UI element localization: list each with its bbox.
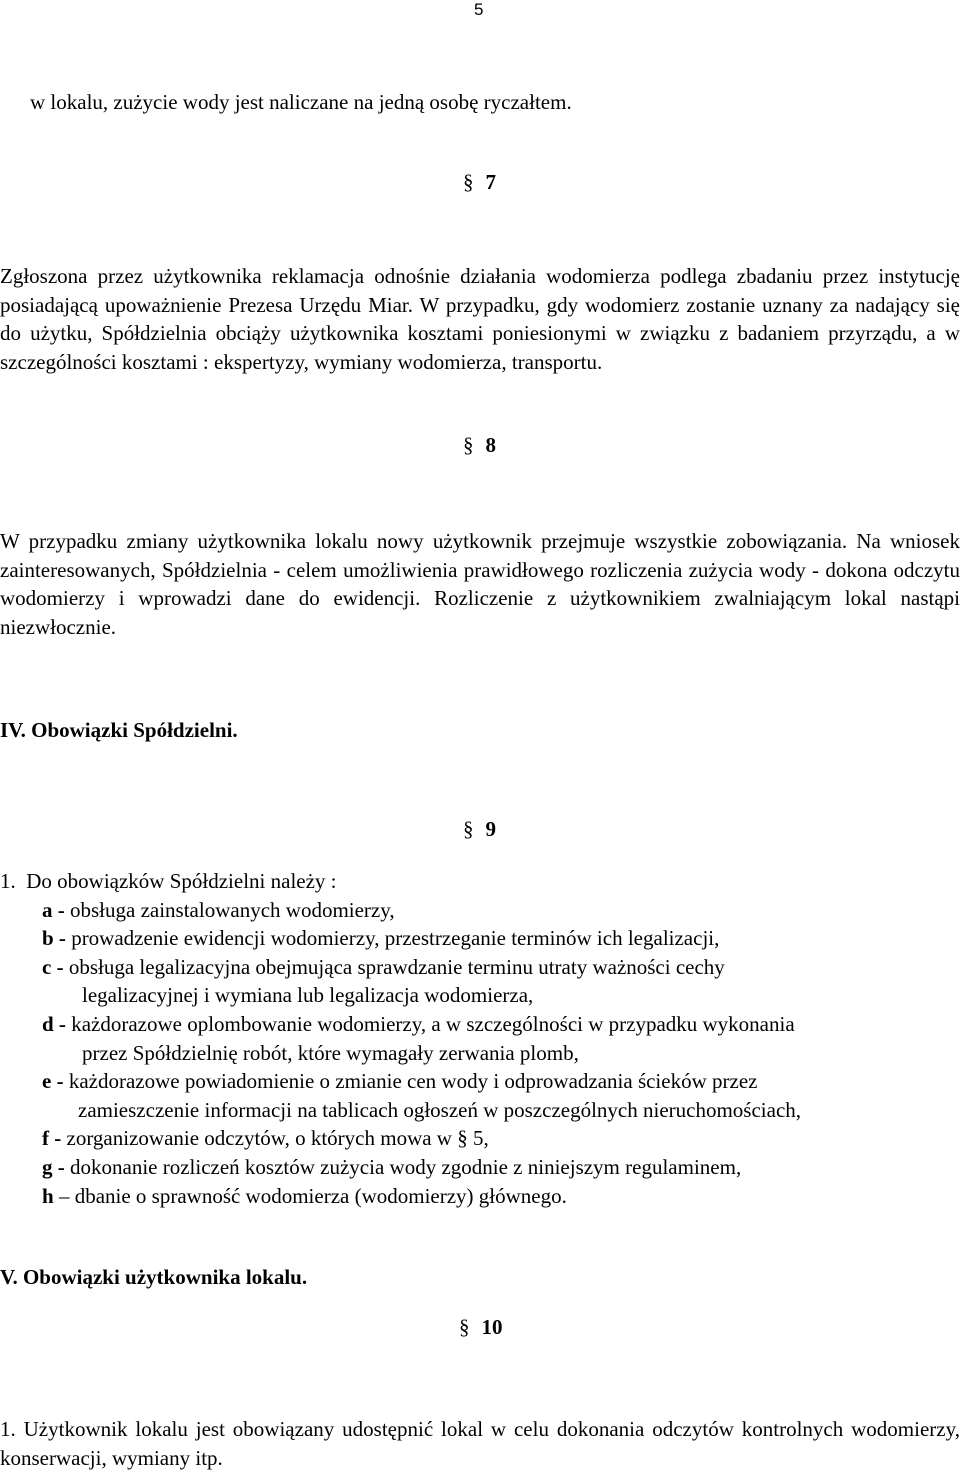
list-item bbox=[0, 1010, 960, 1039]
heading-v: V. Obowiązki użytkownika lokalu. bbox=[0, 1265, 308, 1289]
list-item-key: a - bbox=[42, 897, 65, 922]
section-number: 8 bbox=[485, 433, 496, 457]
list-item-continuation: legalizacyjnej i wymiana lub legalizacja wodomierza, bbox=[82, 983, 534, 1008]
paragraph-10: 1. Użytkownik lokalu jest obowiązany udostępnić lokal w celu dokonania odczytów kontrolnych wodomierzy, konserwacji, wymiany itp. bbox=[0, 1417, 960, 1470]
paragraph-7: Zgłoszona przez użytkownika reklamacja odnośnie działania wodomierza podlega zbadaniu przez instytucję posiadającą upoważnienie Prezesa Urzędu Miar. W przypadku, gdy wodomierz zostanie uznany za nadający się do użytku, Spółdzielnia obciąży użytkownika kosztami poniesionymi w związku z badaniem przyrządu, a w szczególności kosztami : ekspertyzy, wymiany wodomierza, transportu. bbox=[0, 264, 960, 374]
list-item-text: każdorazowe powiadomienie o zmianie cen wody i odprowadzania ścieków przez bbox=[63, 1069, 758, 1094]
list-items bbox=[0, 896, 960, 1211]
section-number: 9 bbox=[485, 817, 496, 841]
list-item bbox=[0, 896, 960, 925]
list-item-text: dokonanie rozliczeń kosztów zużycia wody zgodnie z niniejszym regulaminem, bbox=[64, 1154, 742, 1179]
section-symbol: § bbox=[463, 817, 474, 841]
list-item-continuation: zamieszczenie informacji na tablicach ogłoszeń w poszczególnych nieruchomościach, bbox=[78, 1097, 802, 1122]
list-intro-number: 1. bbox=[0, 869, 16, 893]
section-7-heading bbox=[463, 168, 496, 197]
list-item-text: – dbanie o sprawność wodomierza (wodomierzy) głównego. bbox=[53, 1183, 567, 1208]
list-item-key: f - bbox=[42, 1126, 62, 1151]
list-item bbox=[0, 1153, 960, 1182]
section-number: 7 bbox=[485, 170, 496, 194]
list-item bbox=[0, 1124, 960, 1153]
section-symbol: § bbox=[463, 433, 474, 457]
list-item-key: g - bbox=[42, 1154, 65, 1179]
section-number: 10 bbox=[481, 1315, 503, 1339]
list-item-continuation: przez Spółdzielnię robót, które wymagały zerwania plomb, bbox=[82, 1040, 579, 1065]
list-item bbox=[0, 953, 960, 982]
section-8-heading bbox=[463, 431, 496, 460]
section-symbol: § bbox=[459, 1315, 470, 1339]
list-item-text: obsługa legalizacyjna obejmująca sprawdzanie terminu utraty ważności cechy bbox=[63, 954, 725, 979]
list-item-text: zorganizowanie odczytów, o których mowa w § 5, bbox=[61, 1126, 489, 1151]
list-intro-text: Do obowiązków Spółdzielni należy : bbox=[26, 869, 337, 893]
list-item-key: b - bbox=[42, 926, 66, 951]
intro-line: w lokalu, zużycie wody jest naliczane na jedną osobę ryczałtem. bbox=[30, 90, 572, 114]
list-item-text: prowadzenie ewidencji wodomierzy, przestrzeganie terminów ich legalizacji, bbox=[65, 926, 720, 951]
list-item-key: d - bbox=[42, 1011, 66, 1036]
list-item-key: c - bbox=[42, 954, 64, 979]
list-item-key: h bbox=[42, 1183, 54, 1208]
list-item bbox=[0, 1067, 960, 1096]
list-item-text: każdorazowe oplombowanie wodomierzy, a w szczególności w przypadku wykonania bbox=[65, 1011, 795, 1036]
section-symbol: § bbox=[463, 170, 474, 194]
paragraph-8: W przypadku zmiany użytkownika lokalu nowy użytkownik przejmuje wszystkie zobowiązania. Na wniosek zainteresowanych, Spółdzielnia - celem umożliwienia prawidłowego rozliczenia zużycia wody - dokona odczytu wodomierzy i wprowadzi dane do ewidencji. Rozliczenie z użytkownikiem zwalniającym lokal nastąpi niezwłocznie. bbox=[0, 529, 960, 639]
list-intro bbox=[0, 867, 960, 896]
list-item bbox=[0, 924, 960, 953]
list-item bbox=[0, 1182, 960, 1211]
heading-iv: IV. Obowiązki Spółdzielni. bbox=[0, 718, 238, 742]
section-9-heading bbox=[463, 815, 496, 844]
list-item-text: obsługa zainstalowanych wodomierzy, bbox=[64, 897, 395, 922]
list-item-key: e - bbox=[42, 1069, 64, 1094]
page-number: 5 bbox=[474, 0, 484, 19]
section-10-heading bbox=[459, 1313, 503, 1342]
obligations-list bbox=[0, 867, 960, 1210]
